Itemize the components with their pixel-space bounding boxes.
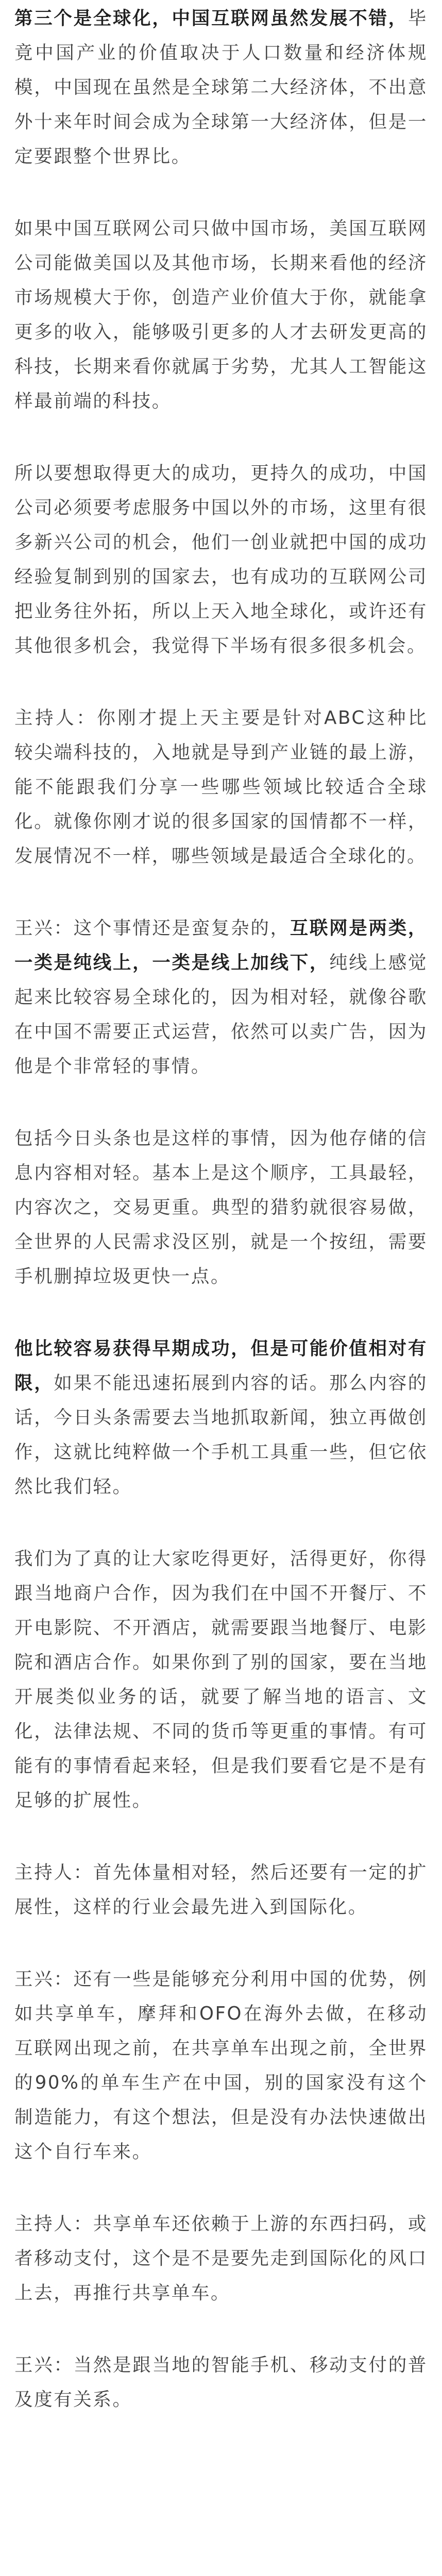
paragraph-text: 纯线上感觉起来比较容易全球化的，因为相对轻，就像谷歌在中国不需要正式运营，依然可以卖广告，因为他是个非常轻的事情。: [14, 952, 428, 1077]
article-paragraph: [14, 701, 428, 873]
paragraph-text: 王兴：还有一些是能够充分利用中国的优势，例如共享单车，摩拜和OFO在海外去做，在移动互联网出现之前，在共享单车出现之前，全世界的90%的单车生产在中国，别的国家没有这个制造能力，有这个想法，但是没有办法快速做出这个自行车来。: [14, 1969, 428, 2162]
article-body: [0, 1, 442, 2417]
bold-text: 第三个是全球化，中国互联网虽然发展不错，: [14, 8, 408, 29]
paragraph-text: 如果中国互联网公司只做中国市场，美国互联网公司能做美国以及其他市场，长期来看他的经济市场规模大于你，创造产业价值大于你，就能拿更多的收入，能够吸引更多的人才去研发更高的科技，长期来看你就属于劣势，尤其人工智能这样最前端的科技。: [14, 218, 428, 412]
paragraph-text: 主持人：共享单车还依赖于上游的东西扫码，或者移动支付，这个是不是要先走到国际化的风口上去，再推行共享单车。: [14, 2213, 428, 2303]
article-paragraph: [14, 1962, 428, 2169]
article-paragraph: [14, 1855, 428, 1924]
paragraph-text: 所以要想取得更大的成功，更持久的成功，中国公司必须要考虑服务中国以外的市场，这里有很多新兴公司的机会，他们一创业就把中国的成功经验复制到别的国家去，也有成功的互联网公司把业务往外拓，所以上天入地全球化，或许还有其他很多机会，我觉得下半场有很多很多机会。: [14, 463, 428, 656]
paragraph-text: 王兴：这个事情还是蛮复杂的，: [14, 918, 290, 939]
article-paragraph: [14, 1121, 428, 1294]
article-paragraph: [14, 1541, 428, 1818]
article-paragraph: [14, 911, 428, 1083]
article-paragraph: [14, 211, 428, 418]
paragraph-text: 王兴：当然是跟当地的智能手机、移动支付的普及度有关系。: [14, 2354, 428, 2410]
paragraph-text: 毕竟中国产业的价值取决于人口数量和经济体规模，中国现在虽然是全球第二大经济体，不出意外十来年时间会成为全球第一大经济体，但是一定要跟整个世界比。: [14, 8, 428, 167]
paragraph-text: 主持人：你刚才提上天主要是针对ABC这种比较尖端科技的，入地就是导到产业链的最上游，能不能跟我们分享一些哪些领域比较适合全球化。就像你刚才说的很多国家的国情都不一样，发展情况不一样，哪些领域是最适合全球化的。: [14, 707, 428, 867]
article-paragraph: [14, 1, 428, 174]
article-paragraph: [14, 2348, 428, 2417]
paragraph-text: 包括今日头条也是这样的事情，因为他存储的信息内容相对轻。基本上是这个顺序，工具最轻，内容次之，交易更重。典型的猎豹就很容易做，全世界的人民需求没区别，就是一个按纽，需要手机删掉垃圾更快一点。: [14, 1128, 428, 1287]
bold-text: 互联网是两类，一类是纯线上，一类是线上加线下，: [14, 918, 428, 973]
article-paragraph: [14, 2207, 428, 2310]
paragraph-text: 主持人：首先体量相对轻，然后还要有一定的扩展性，这样的行业会最先进入到国际化。: [14, 1862, 428, 1918]
paragraph-text: 我们为了真的让大家吃得更好，活得更好，你得跟当地商户合作，因为我们在中国不开餐厅、不开电影院、不开酒店，就需要跟当地餐厅、电影院和酒店合作。如果你到了别的国家，要在当地开展类似业务的话，就要了解当地的语言、文化，法律法规、不同的货币等更重的事情。有可能有的事情看起来轻，但是我们要看它是不是有足够的扩展性。: [14, 1548, 428, 1811]
bold-text: 他比较容易获得早期成功，但是可能价值相对有限，: [14, 1338, 428, 1394]
article-paragraph: [14, 1331, 428, 1504]
paragraph-text: 如果不能迅速拓展到内容的话。那么内容的话，今日头条需要去当地抓取新闻，独立再做创作，这就比纯粹做一个手机工具重一些，但它依然比我们轻。: [14, 1372, 428, 1497]
article-paragraph: [14, 456, 428, 663]
